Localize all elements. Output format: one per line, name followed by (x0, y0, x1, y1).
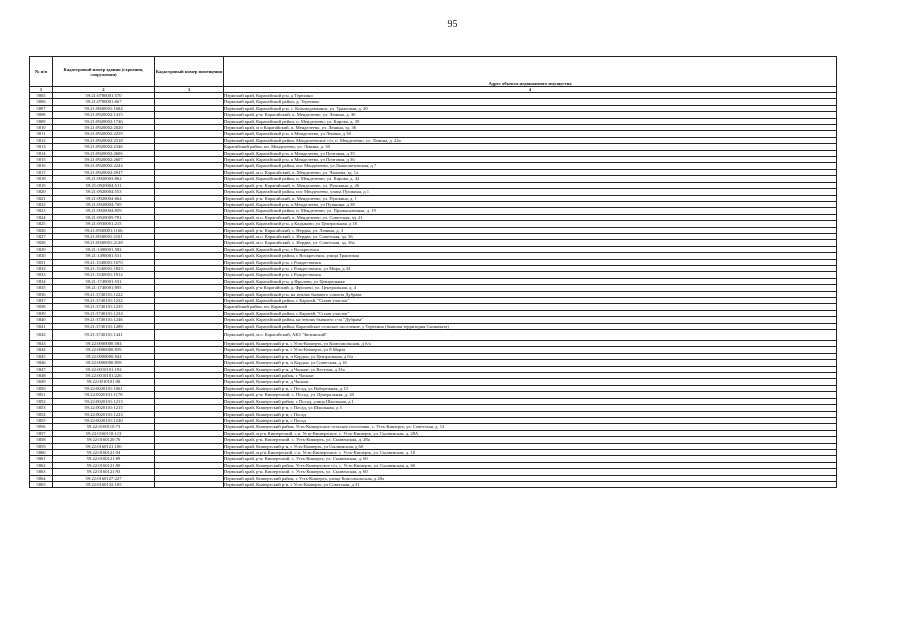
row-number: 5810 (30, 125, 53, 131)
row-number: 5808 (30, 112, 53, 118)
row-number: 5844 (30, 347, 53, 353)
cadastral-number: 59:21:0930001:215 (53, 221, 155, 227)
address: Пермский край, Карагайский район, на землях бывшего с-за "Дубрава" (224, 317, 837, 323)
cadastral-number: 59:21:0920002:2346 (53, 144, 155, 150)
address: Пермский край, Кишертский р-н, с Усть-Кишерть, ул Комсомольская, д 6/а (224, 341, 837, 347)
address: Пермский край, Кишертский р-н, п Кордон, ул Советская, д 16 (224, 360, 837, 366)
row-number: 5815 (30, 157, 53, 163)
address: Пермский край, Карагайский р-н, с Рождественск (224, 259, 837, 265)
address: Пермский край, Карагайский р-н, с Рождественск (224, 272, 837, 278)
cadastral-number: 59:21:0920004:664 (53, 195, 155, 201)
address: Пермский край, Кишертский р-н, с Посад, ул Школьная, д 3 (224, 405, 837, 411)
row-number: 5825 (30, 221, 53, 227)
address: Пермский край, Кишертский район, Усть-Кишертское с/п, с. Усть-Кишерть, ул. Сылвенская, д. 60 (224, 462, 837, 468)
row-number: 5826 (30, 227, 53, 233)
cadastral-number: 59:21:3740101:1235 (53, 304, 155, 310)
address: Пермский край, Карагайский р-н, д Фролово, ул Центральная (224, 278, 837, 284)
row-number: 5864 (30, 475, 53, 481)
row-number: 5813 (30, 144, 53, 150)
row-number: 5816 (30, 163, 53, 169)
cadastral-number: 59:21:3740101:1232 (53, 298, 155, 304)
address: Пермский край, Кишертский р-н, д Часные (224, 379, 837, 385)
cadastral-number: 59:22:0020101:1061 (53, 385, 155, 391)
address: Пермский край, Карагайский район, с Карагай, "Сплав участок" (224, 298, 837, 304)
cadastral-number: 59:22:0160121:94 (53, 449, 155, 455)
cadastral-number: 59:21:0920004:553 (53, 189, 155, 195)
header-row (30, 57, 837, 87)
header-address: Адрес объекта недвижимого имущества (224, 57, 837, 87)
address: Пермский край, Кишертский район, с Усть-Кишерть, улица Комсомольская, д 28а (224, 475, 837, 481)
row-number: 5830 (30, 253, 53, 259)
row-number: 5818 (30, 176, 53, 182)
address: Пермский край, Кишертский р-н, п Кордон, ул Центральная, д 6/а (224, 353, 837, 359)
cadastral-number: 59:21:0920002:1746 (53, 118, 155, 124)
row-number: 5848 (30, 373, 53, 379)
cadastral-number: 59:22:0000000:858 (53, 360, 155, 366)
row-number: 5855 (30, 417, 53, 423)
row-number: 5824 (30, 214, 53, 220)
cadastral-number: 59:21:0780001:570 (53, 93, 155, 99)
address: Карагайский район, пп. Менделеево, ул. Ленина, д. 30 (224, 144, 837, 150)
address: Пермский край, Карагайский район, с Воскресенск, улица Трактовая (224, 253, 837, 259)
header-cadastral-building: Кадастровый номер здания (строения, сооружения) (53, 57, 155, 87)
address: Карагайский район, пп. Карагай (224, 304, 837, 310)
cadastral-number: 59:22:0020101:1223 (53, 411, 155, 417)
row-number: 5846 (30, 360, 53, 366)
cadastral-number: 59:22:0160132:105 (53, 481, 155, 487)
row-number: 5854 (30, 411, 53, 417)
row-number: 5829 (30, 246, 53, 252)
address: Пермский край, Кишертский р-н, с Усть-Кишерть, ул 8 Марта (224, 347, 837, 353)
row-number: 5860 (30, 449, 53, 455)
cadastral-number: 59:21:3740101:1222 (53, 291, 155, 297)
column-number-2: 2 (53, 87, 155, 93)
address: Пермский край, м.о. Карагайский, п. Менделеево, ул. Советская, зд. 21 (224, 214, 837, 220)
cadastral-number: 59:21:0920002:2606 (53, 150, 155, 156)
address: Пермский край, Карагайский р-н, п Менделеево, ул Почтовая, д 36 (224, 157, 837, 163)
row-number: 5865 (30, 481, 53, 487)
page-number: 95 (447, 19, 458, 30)
row-number: 5820 (30, 189, 53, 195)
cadastral-number: 59:21:3740101:1441 (53, 330, 155, 341)
column-number-4: 4 (224, 87, 837, 93)
cadastral-number: 59:21:0920002:1415 (53, 112, 155, 118)
row-number: 5841 (30, 323, 53, 329)
address: Пермский край, Кишертский р-н, с Усть-Кишерть, ул Советская, д 31 (224, 481, 837, 487)
address: Пермский край, Карагайский р-н, д Кадыково, ул Центральная, д 18 (224, 221, 837, 227)
cadastral-number: 59:22:0160127:227 (53, 475, 155, 481)
row-number: 5850 (30, 385, 53, 391)
row-number: 5839 (30, 310, 53, 316)
address: Пермский край, Кишертский р-н, д Часные, ул Веселая, д 33а (224, 366, 837, 372)
row-number: 5805 (30, 93, 53, 99)
address: Пермский край, Кишертский район, с Часные (224, 373, 837, 379)
cadastral-number: 59:22:0160121:90 (53, 462, 155, 468)
row-number: 5853 (30, 405, 53, 411)
row-number: 5832 (30, 265, 53, 271)
address: Пермский край, Кишертский район, с Посад, улица Школьная, д 1 (224, 398, 837, 404)
row-number: 5847 (30, 366, 53, 372)
address: Пермский край, м.о. Карагайский, п. Менделеево, ул. Чапаева, зд. 1а (224, 169, 837, 175)
cadastral-number: 59:22:0020101:1215 (53, 405, 155, 411)
row-number: 5819 (30, 182, 53, 188)
cadastral-number: 59:21:0920002:2607 (53, 157, 155, 163)
row-number: 5835 (30, 285, 53, 291)
header-number: № п/п (30, 57, 53, 87)
row-number: 5812 (30, 137, 53, 143)
address: Пермский край, Карагайский район, Карагайское сельское поселение, у Терехино (бывшая территория Сылвачата) (224, 323, 837, 329)
address: Пермский край, м.р-н Кишертский, с.п. Усть-Кишертское, с. Усть-Кишерть, ул. Сылвенская, д. 10 (224, 449, 837, 455)
cadastral-number: 59:21:1740001:531 (53, 278, 155, 284)
cadastral-number: 59:22:0160110:73 (53, 424, 155, 430)
row-number: 5831 (30, 259, 53, 265)
cadastral-number: 59:22:0000000:839 (53, 347, 155, 353)
row-number: 5843 (30, 341, 53, 347)
header-cadastral-room: Кадастровый номер помещения (155, 57, 224, 87)
cadastral-number: 59:21:0920002:2259 (53, 131, 155, 137)
address: Пермский край, р-н. Кишертский, с. Посад, ул. Центральная, д. 20 (224, 392, 837, 398)
row-number: 5823 (30, 208, 53, 214)
row-number: 5862 (30, 462, 53, 468)
row-number: 5851 (30, 392, 53, 398)
address: Пермский край, р-н. Кишертский, с. Усть-Кишерть, ул. Сылвенская, д. 60 (224, 456, 837, 462)
row-number: 5809 (30, 118, 53, 124)
address: Пермский край, Карагайский район, с Карагай, "Сплав участок" (224, 310, 837, 316)
row-number: 5859 (30, 443, 53, 449)
address: Пермский край, Карагайский район, Менделеевское с/п, п. Менделеево, ул. Ленина, д. 22а (224, 137, 837, 143)
cadastral-number: 59:21:0920004:511 (53, 182, 155, 188)
row-number: 5842 (30, 330, 53, 341)
address: Пермский край, р-н. Карагайский, п. Менделеево, ул. Пушкина, д. 1 (224, 195, 837, 201)
address: Пермский край, м.о. Карагайский, АКЗ "Зюзинский" (224, 330, 837, 341)
cadastral-number: 59:21:1540001:1912 (53, 272, 155, 278)
address: Пермский край, Кишертский р-н, с Посад, ул Набережная, д 13 (224, 385, 837, 391)
row-number: 5817 (30, 169, 53, 175)
address: Пермский край, Карагайский р-н, п Менделеево, ул Пушкина, д 38 (224, 201, 837, 207)
registry-table (29, 56, 837, 488)
row-number: 5836 (30, 291, 53, 297)
row-number: 5856 (30, 424, 53, 430)
address: Пермский край, Карагайский р-н, с. Козьмодемьянск, ул. Трактовая, д. 20 (224, 105, 837, 111)
row-number: 5845 (30, 353, 53, 359)
address: Пермский край, Карагайский район, пос Менделеево, ул Лыкосметовская, д 7 (224, 163, 837, 169)
address: Пермский край, Кишертский район, Усть-Кишертское сельское поселение, с. Усть-Кишерть, ул. Советская, д. 12 (224, 424, 837, 430)
table-row (30, 481, 837, 487)
cadastral-number: 59:22:0160121:93 (53, 469, 155, 475)
cadastral-number: 59:21:0840001:1684 (53, 105, 155, 111)
cadastral-number: 59:21:3740101:1246 (53, 317, 155, 323)
address: Пермский край, Кишертский р-н, с Усть-Кишерть, ул Сылвенская, д 60 (224, 443, 837, 449)
address: Пермский край, р-н. Кишертский, с. Усть-Кишерть, ул. Сылвенская, д. 28а (224, 437, 837, 443)
cadastral-number: 59:21:3740101:1288 (53, 323, 155, 329)
address: Пермский край, м.о. Карагайский, с. Нердва, ул. Советская, зд. 36а (224, 240, 837, 246)
row-number: 5828 (30, 240, 53, 246)
table-row (30, 330, 837, 341)
row-number: 5861 (30, 456, 53, 462)
address: Пермский край, р-н. Кишертский, с. Усть-Кишерть, ул. Сылвенская, д. 60 (224, 469, 837, 475)
row-number: 5837 (30, 298, 53, 304)
cadastral-number: 59:21:1740001:895 (53, 285, 155, 291)
cadastral-number: 59:21:0920005:781 (53, 214, 155, 220)
cadastral-number: 59:22:0010101:98 (53, 379, 155, 385)
address: Пермский край, р-н. Карагайский, п. Менделеево, ул. Пушкина, д. 26 (224, 182, 837, 188)
row-number: 5814 (30, 150, 53, 156)
row-number: 5840 (30, 317, 53, 323)
address: Пермский край, м.о. Карагайский, с. Нердва, ул. Советская, зд. 36 (224, 233, 837, 239)
cadastral-number: 59:22:0010101:226 (53, 373, 155, 379)
cadastral-number: 59:21:1490001:531 (53, 253, 155, 259)
cadastral-number: 59:22:0160120:76 (53, 437, 155, 443)
address: Пермский край, Карагайский р-н, п Менделеево, ул Ленина, д 30 (224, 131, 837, 137)
address: Пермский край, Карагайский р-н, на землях бывшего совхоза Дубрава (224, 291, 837, 297)
address: Пермский край, Карагайский район, п. Менделеево, ул. Промышленная, д. 19 (224, 208, 837, 214)
cadastral-number: 59:21:0940001:2101 (53, 233, 155, 239)
address: Пермский край, Карагайский район, пос Менделеево, улица Пушкина, д 1 (224, 189, 837, 195)
address: Пермский край, р-н. Карагайский, п. Менделеево, ул. Ленина, д. 36 (224, 112, 837, 118)
cadastral-number: 59:21:0920002:2318 (53, 137, 155, 143)
address: Пермский край, Кишертский р-н, с Посад (224, 417, 837, 423)
cadastral-number: 59:22:0160118:113 (53, 430, 155, 436)
cadastral-number: 59:22:0000000:844 (53, 353, 155, 359)
table-body (30, 93, 837, 488)
cadastral-number: 59:22:0020101:1178 (53, 392, 155, 398)
address: Пермский край, Карагайский р-н, с Воскресенск (224, 246, 837, 252)
address: Пермский край, р-н. Карагайский, с. Нердва, ул. Ленина, д. 3 (224, 227, 837, 233)
cadastral-number: 59:21:0920003:862 (53, 176, 155, 182)
row-number: 5807 (30, 105, 53, 111)
row-number: 5838 (30, 304, 53, 310)
row-number: 5849 (30, 379, 53, 385)
cadastral-number: 59:22:0160121:89 (53, 456, 155, 462)
row-number: 5821 (30, 195, 53, 201)
address: Пермский край, Карагайский район, д. Терехино (224, 99, 837, 105)
address: Пермский край, Карагайский р-н, с Рождественск, ул Мира, д 34 (224, 265, 837, 271)
cadastral-number: 59:21:3740101:1234 (53, 310, 155, 316)
address: Пермский край, м.р-н Кишертский, с.п. Усть-Кишертское, с. Усть-Кишерть, ул. Сылвенская, д. 28А (224, 430, 837, 436)
cadastral-number: 59:21:1540001:1823 (53, 265, 155, 271)
cadastral-number: 59:21:0920002:2947 (53, 169, 155, 175)
row-number: 5857 (30, 430, 53, 436)
cadastral-number: 59:21:0920002:2244 (53, 163, 155, 169)
row-number: 5834 (30, 278, 53, 284)
cadastral-number: 59:21:0940001:1166 (53, 227, 155, 233)
address: Пермский край, Карагайский р-н, п Менделеево, ул Почтовая, д 35 (224, 150, 837, 156)
row-number: 5806 (30, 99, 53, 105)
address: Пермский край, Кишертский р-н, с Посад (224, 411, 837, 417)
cadastral-number: 59:21:1540001:1670 (53, 259, 155, 265)
cadastral-number: 59:22:0160121:100 (53, 443, 155, 449)
cadastral-number: 59:21:0920004:769 (53, 201, 155, 207)
room-cadastral-number (155, 481, 224, 487)
cadastral-number: 59:22:0020101:1240 (53, 417, 155, 423)
room-cadastral-number (155, 330, 224, 341)
address: Пермский край, Карагайский р-н, д Терехино (224, 93, 837, 99)
row-number: 5811 (30, 131, 53, 137)
row-number: 5852 (30, 398, 53, 404)
cadastral-number: 59:22:0010101:192 (53, 366, 155, 372)
row-number: 5833 (30, 272, 53, 278)
cadastral-number: 59:22:0000000:584 (53, 341, 155, 347)
cadastral-number: 59:22:0020101:1213 (53, 398, 155, 404)
cadastral-number: 59:21:1490001:582 (53, 246, 155, 252)
address: Пермский край, Карагайский район, п. Менделеево, ул. Кирова, д. 42 (224, 176, 837, 182)
address: Пермский край, р-н Карагайский, д. Фролово, ул. Центральная, д. 4 (224, 285, 837, 291)
cadastral-number: 59:21:0920004:859 (53, 208, 155, 214)
column-number-1: 1 (30, 87, 53, 93)
row-number: 5822 (30, 201, 53, 207)
cadastral-number: 59:21:0940001:2128 (53, 240, 155, 246)
column-number-3: 3 (155, 87, 224, 93)
address: Пермский край, Карагайский район, п. Менделеево, ул. Кирова, д. 39 (224, 118, 837, 124)
row-number: 5827 (30, 233, 53, 239)
row-number: 5858 (30, 437, 53, 443)
address: Пермский край, м о Карагайский, п. Менделеево, ул. Ленина, зд. 36 (224, 125, 837, 131)
cadastral-number: 59:21:0920002:2020 (53, 125, 155, 131)
row-number: 5863 (30, 469, 53, 475)
cadastral-number: 59:21:0780001:667 (53, 99, 155, 105)
